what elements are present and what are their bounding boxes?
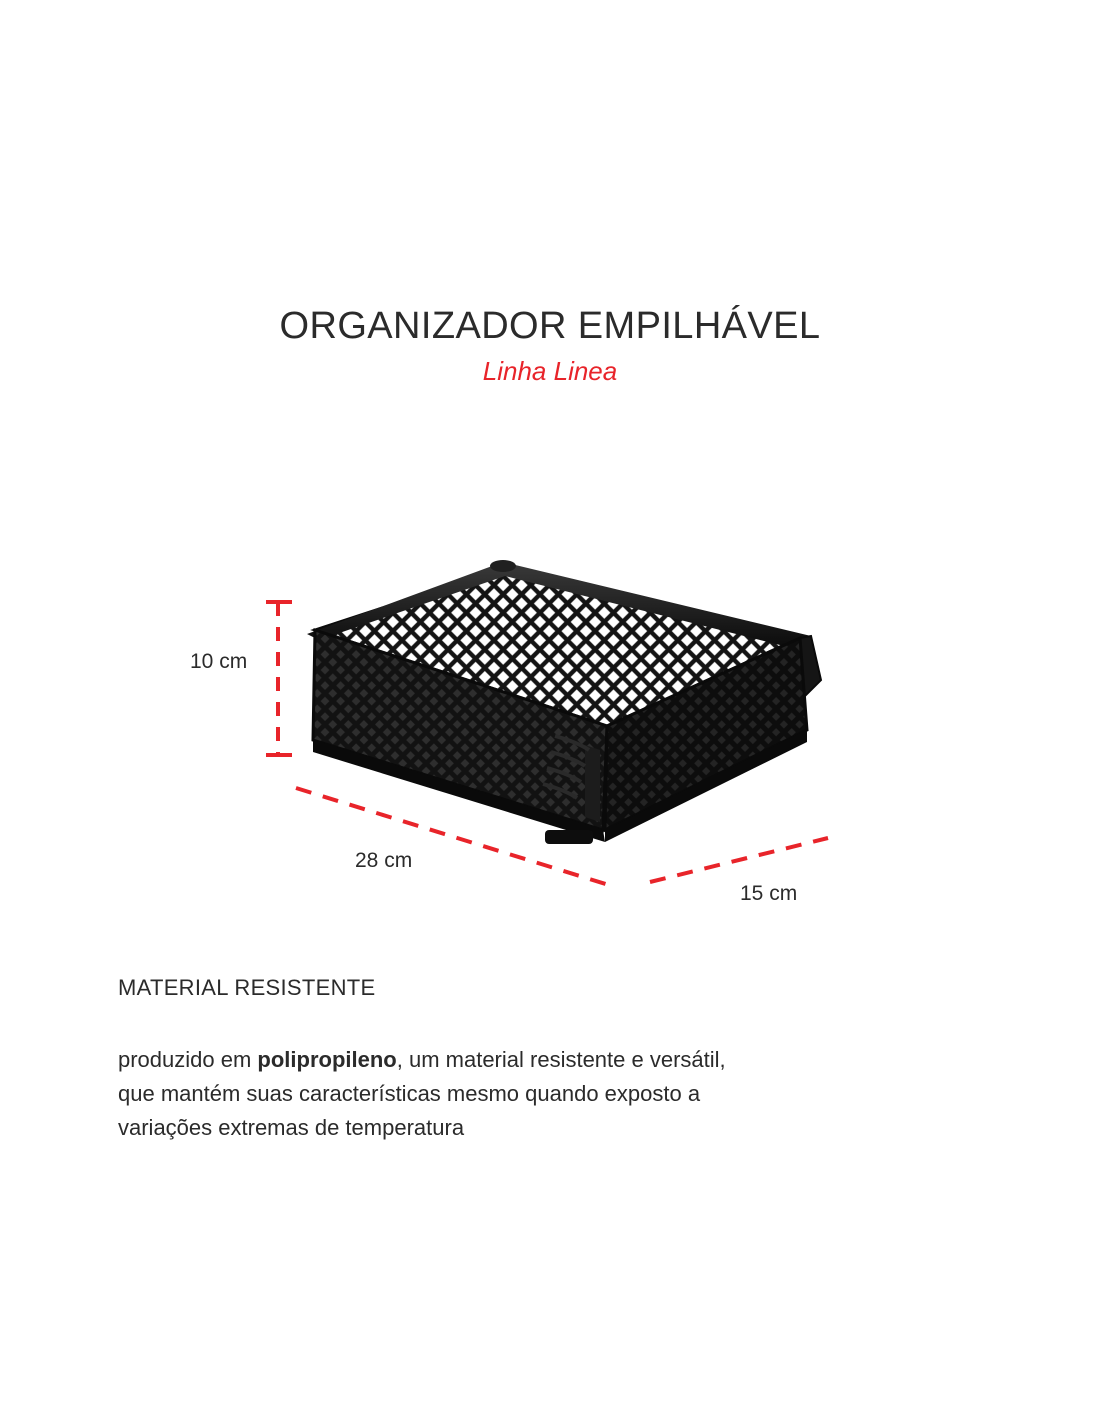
dimension-label-depth: 15 cm [740, 882, 798, 905]
dimension-label-height: 10 cm [190, 650, 248, 673]
feature-body-bold: polipropileno [257, 1047, 397, 1072]
page-title: ORGANIZADOR EMPILHÁVEL [279, 305, 821, 347]
header [0, 305, 1100, 387]
feature-heading: MATERIAL RESISTENTE [118, 975, 376, 1000]
page-subtitle: Linha Linea [482, 355, 618, 386]
dimension-guides [0, 520, 1100, 940]
feature-body [118, 1043, 728, 1145]
feature-body-after: , um material resistente e versátil, que mantém suas características mesmo quando exposto a variações extremas de temperatura [118, 1047, 726, 1141]
feature-body-before: produzido em [118, 1047, 258, 1072]
product-figure [0, 520, 1100, 940]
dimension-label-width: 28 cm [355, 849, 413, 872]
feature-section [118, 975, 798, 1145]
